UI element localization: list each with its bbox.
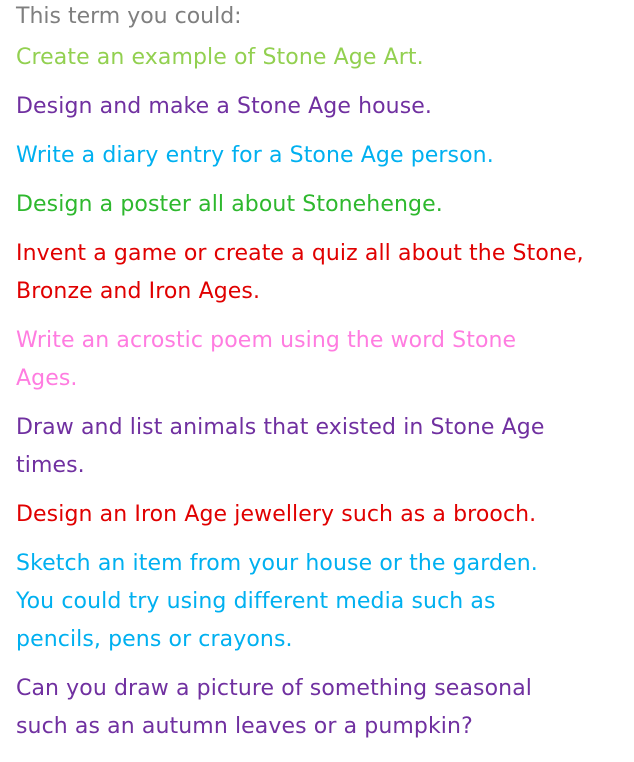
activity-line: Design a poster all about Stonehenge. <box>16 192 443 217</box>
activity-item-seasonal-picture <box>16 670 628 746</box>
activity-line: Design and make a Stone Age house. <box>16 94 433 119</box>
activity-line: Create an example of Stone Age Art. <box>16 45 424 70</box>
activity-line: Design an Iron Age jewellery such as a brooch. <box>16 502 537 527</box>
activity-item-sketch <box>16 545 628 659</box>
activity-line: times. <box>16 453 85 478</box>
activity-item-diary-entry <box>16 137 628 175</box>
activity-line: Draw and list animals that existed in Stone Age <box>16 415 545 440</box>
activity-line: pencils, pens or crayons. <box>16 627 293 652</box>
activity-line: Write an acrostic poem using the word Stone <box>16 328 517 353</box>
activity-item-stone-age-art <box>16 39 628 77</box>
activity-item-acrostic-poem <box>16 322 628 398</box>
activity-item-stonehenge-poster <box>16 186 628 224</box>
activity-line: Ages. <box>16 366 78 391</box>
activity-item-iron-age-jewellery <box>16 496 628 534</box>
activity-item-animals <box>16 409 628 485</box>
activity-line: such as an autumn leaves or a pumpkin? <box>16 714 473 739</box>
activity-line: Can you draw a picture of something seasonal <box>16 676 532 701</box>
list-heading: This term you could: <box>16 4 242 29</box>
activity-list-document <box>16 0 628 757</box>
activity-item-game-or-quiz <box>16 235 628 311</box>
activity-line: You could try using different media such as <box>16 589 496 614</box>
activity-line: Write a diary entry for a Stone Age person. <box>16 143 494 168</box>
activity-line: Bronze and Iron Ages. <box>16 279 261 304</box>
activity-item-stone-age-house <box>16 88 628 126</box>
activity-line: Sketch an item from your house or the garden. <box>16 551 538 576</box>
activity-line: Invent a game or create a quiz all about the Stone, <box>16 241 584 266</box>
